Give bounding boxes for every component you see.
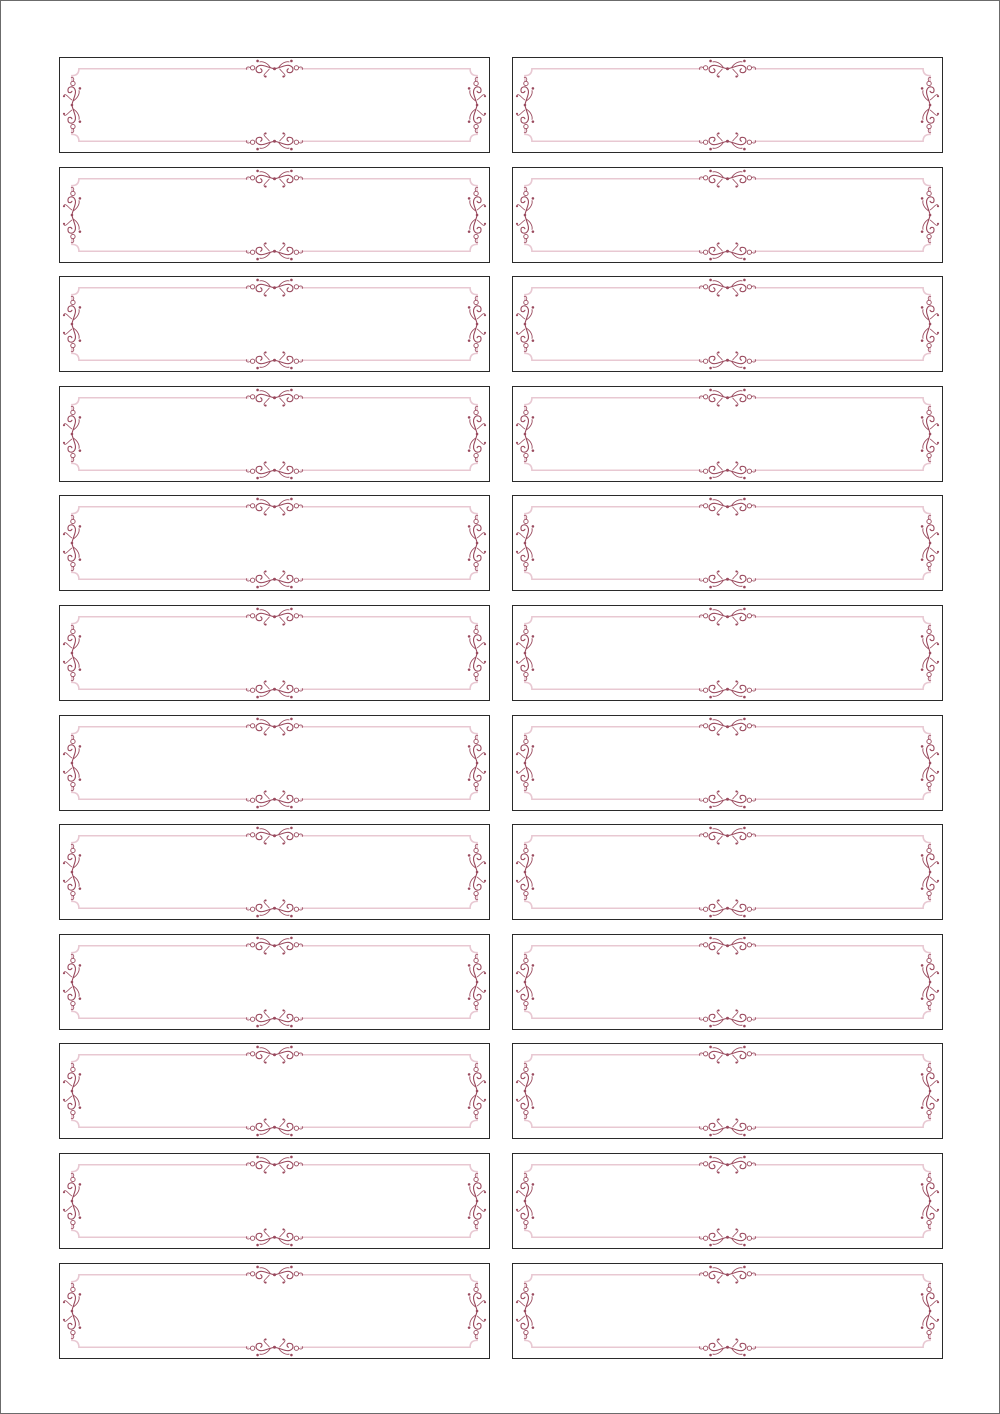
label-card[interactable] bbox=[512, 824, 943, 920]
left-flourish-icon bbox=[63, 1283, 81, 1338]
left-flourish-icon bbox=[63, 1064, 81, 1119]
right-flourish-icon bbox=[468, 187, 486, 242]
label-card[interactable] bbox=[512, 605, 943, 701]
top-flourish-icon bbox=[699, 608, 755, 626]
left-flourish-icon bbox=[63, 844, 81, 899]
bottom-flourish-icon bbox=[246, 680, 302, 698]
right-flourish-icon bbox=[468, 516, 486, 571]
label-card[interactable] bbox=[512, 1043, 943, 1139]
label-text bbox=[100, 859, 449, 885]
right-flourish-icon bbox=[921, 406, 939, 461]
label-text bbox=[100, 750, 449, 776]
label-text bbox=[553, 421, 902, 447]
bottom-flourish-icon bbox=[699, 1228, 755, 1246]
label-text bbox=[100, 1078, 449, 1104]
top-flourish-icon bbox=[699, 169, 755, 187]
label-card[interactable] bbox=[59, 57, 490, 153]
left-flourish-icon bbox=[516, 1173, 534, 1228]
bottom-flourish-icon bbox=[699, 899, 755, 917]
label-card[interactable] bbox=[59, 495, 490, 591]
right-flourish-icon bbox=[468, 735, 486, 790]
bottom-flourish-icon bbox=[246, 1228, 302, 1246]
left-flourish-icon bbox=[516, 735, 534, 790]
left-flourish-icon bbox=[516, 954, 534, 1009]
top-flourish-icon bbox=[246, 1156, 302, 1174]
right-flourish-icon bbox=[468, 954, 486, 1009]
right-flourish-icon bbox=[921, 954, 939, 1009]
label-text bbox=[553, 202, 902, 228]
top-flourish-icon bbox=[699, 60, 755, 78]
label-card[interactable] bbox=[59, 824, 490, 920]
bottom-flourish-icon bbox=[246, 1009, 302, 1027]
left-flourish-icon bbox=[63, 516, 81, 571]
right-flourish-icon bbox=[468, 1283, 486, 1338]
label-card[interactable] bbox=[59, 934, 490, 1030]
label-card[interactable] bbox=[59, 1153, 490, 1249]
left-flourish-icon bbox=[516, 844, 534, 899]
label-text bbox=[100, 92, 449, 118]
right-flourish-icon bbox=[468, 1064, 486, 1119]
left-flourish-icon bbox=[516, 516, 534, 571]
label-card[interactable] bbox=[59, 1043, 490, 1139]
label-text bbox=[100, 530, 449, 556]
left-flourish-icon bbox=[63, 187, 81, 242]
left-flourish-icon bbox=[63, 625, 81, 680]
right-flourish-icon bbox=[468, 297, 486, 352]
label-card[interactable] bbox=[59, 715, 490, 811]
left-flourish-icon bbox=[63, 735, 81, 790]
label-text bbox=[100, 640, 449, 666]
top-flourish-icon bbox=[246, 1046, 302, 1064]
label-card[interactable] bbox=[512, 495, 943, 591]
label-text bbox=[100, 1188, 449, 1214]
top-flourish-icon bbox=[699, 1156, 755, 1174]
bottom-flourish-icon bbox=[246, 790, 302, 808]
right-flourish-icon bbox=[921, 844, 939, 899]
label-card[interactable] bbox=[59, 167, 490, 263]
right-flourish-icon bbox=[921, 1283, 939, 1338]
label-text bbox=[553, 640, 902, 666]
bottom-flourish-icon bbox=[246, 132, 302, 150]
left-flourish-icon bbox=[516, 187, 534, 242]
top-flourish-icon bbox=[246, 388, 302, 406]
left-flourish-icon bbox=[516, 406, 534, 461]
right-flourish-icon bbox=[921, 735, 939, 790]
left-flourish-icon bbox=[63, 954, 81, 1009]
left-flourish-icon bbox=[516, 1283, 534, 1338]
bottom-flourish-icon bbox=[699, 242, 755, 260]
bottom-flourish-icon bbox=[246, 571, 302, 589]
top-flourish-icon bbox=[699, 498, 755, 516]
label-card[interactable] bbox=[512, 1153, 943, 1249]
left-flourish-icon bbox=[63, 77, 81, 132]
bottom-flourish-icon bbox=[699, 132, 755, 150]
top-flourish-icon bbox=[246, 279, 302, 297]
bottom-flourish-icon bbox=[246, 1119, 302, 1137]
label-text bbox=[100, 311, 449, 337]
top-flourish-icon bbox=[699, 279, 755, 297]
label-text bbox=[553, 1078, 902, 1104]
label-card[interactable] bbox=[512, 276, 943, 372]
top-flourish-icon bbox=[246, 827, 302, 845]
left-flourish-icon bbox=[516, 1064, 534, 1119]
label-text bbox=[553, 1298, 902, 1324]
label-text bbox=[553, 1188, 902, 1214]
label-text bbox=[100, 1298, 449, 1324]
left-flourish-icon bbox=[63, 1173, 81, 1228]
label-card[interactable] bbox=[59, 1263, 490, 1359]
bottom-flourish-icon bbox=[699, 790, 755, 808]
left-flourish-icon bbox=[516, 625, 534, 680]
right-flourish-icon bbox=[921, 297, 939, 352]
label-grid bbox=[59, 57, 943, 1359]
bottom-flourish-icon bbox=[699, 461, 755, 479]
top-flourish-icon bbox=[699, 717, 755, 735]
right-flourish-icon bbox=[468, 1173, 486, 1228]
right-flourish-icon bbox=[921, 516, 939, 571]
label-card[interactable] bbox=[59, 605, 490, 701]
bottom-flourish-icon bbox=[246, 461, 302, 479]
top-flourish-icon bbox=[246, 608, 302, 626]
right-flourish-icon bbox=[921, 187, 939, 242]
bottom-flourish-icon bbox=[699, 571, 755, 589]
top-flourish-icon bbox=[246, 1265, 302, 1283]
top-flourish-icon bbox=[699, 936, 755, 954]
bottom-flourish-icon bbox=[699, 352, 755, 370]
bottom-flourish-icon bbox=[699, 1119, 755, 1137]
label-text bbox=[553, 92, 902, 118]
right-flourish-icon bbox=[921, 1064, 939, 1119]
top-flourish-icon bbox=[246, 169, 302, 187]
top-flourish-icon bbox=[699, 1046, 755, 1064]
right-flourish-icon bbox=[468, 406, 486, 461]
right-flourish-icon bbox=[921, 77, 939, 132]
label-text bbox=[100, 969, 449, 995]
label-card[interactable] bbox=[512, 934, 943, 1030]
left-flourish-icon bbox=[63, 297, 81, 352]
right-flourish-icon bbox=[921, 625, 939, 680]
top-flourish-icon bbox=[699, 388, 755, 406]
label-text bbox=[100, 421, 449, 447]
right-flourish-icon bbox=[468, 625, 486, 680]
label-card[interactable] bbox=[512, 715, 943, 811]
right-flourish-icon bbox=[468, 77, 486, 132]
label-card[interactable] bbox=[512, 1263, 943, 1359]
left-flourish-icon bbox=[516, 297, 534, 352]
label-text bbox=[100, 202, 449, 228]
top-flourish-icon bbox=[246, 60, 302, 78]
bottom-flourish-icon bbox=[246, 1338, 302, 1356]
label-card[interactable] bbox=[512, 57, 943, 153]
label-card[interactable] bbox=[59, 276, 490, 372]
label-text bbox=[553, 530, 902, 556]
top-flourish-icon bbox=[699, 827, 755, 845]
label-card[interactable] bbox=[512, 167, 943, 263]
top-flourish-icon bbox=[699, 1265, 755, 1283]
bottom-flourish-icon bbox=[699, 1338, 755, 1356]
bottom-flourish-icon bbox=[246, 899, 302, 917]
bottom-flourish-icon bbox=[699, 1009, 755, 1027]
bottom-flourish-icon bbox=[699, 680, 755, 698]
bottom-flourish-icon bbox=[246, 242, 302, 260]
right-flourish-icon bbox=[921, 1173, 939, 1228]
label-card[interactable] bbox=[59, 386, 490, 482]
label-text bbox=[553, 969, 902, 995]
label-text bbox=[553, 859, 902, 885]
right-flourish-icon bbox=[468, 844, 486, 899]
left-flourish-icon bbox=[63, 406, 81, 461]
top-flourish-icon bbox=[246, 936, 302, 954]
left-flourish-icon bbox=[516, 77, 534, 132]
label-text bbox=[553, 750, 902, 776]
label-card[interactable] bbox=[512, 386, 943, 482]
top-flourish-icon bbox=[246, 717, 302, 735]
top-flourish-icon bbox=[246, 498, 302, 516]
bottom-flourish-icon bbox=[246, 352, 302, 370]
label-text bbox=[553, 311, 902, 337]
